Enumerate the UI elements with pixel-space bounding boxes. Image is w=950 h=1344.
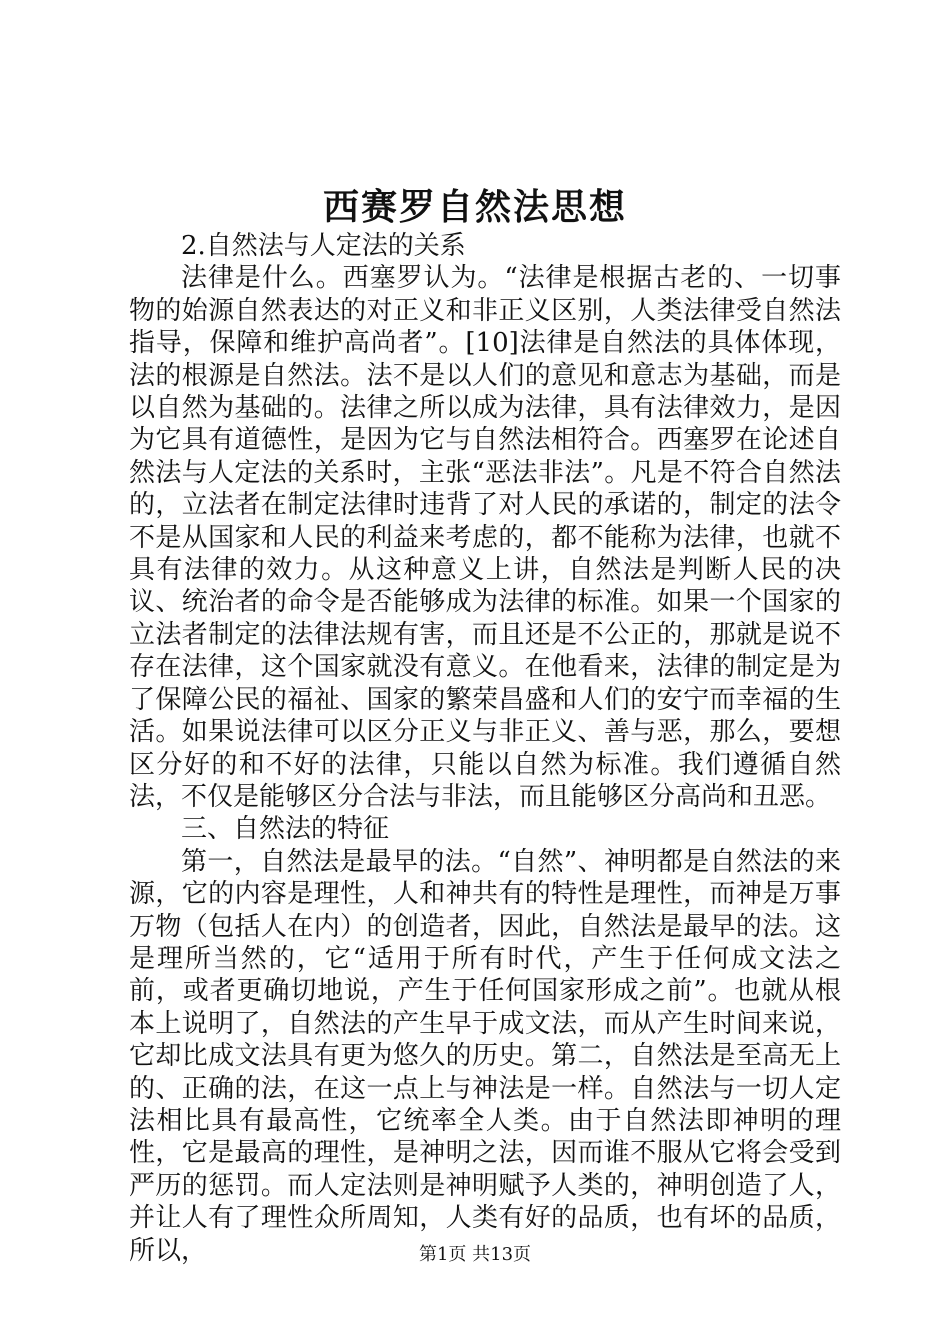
section-heading: 2.自然法与人定法的关系 (181, 231, 466, 261)
body-paragraph: 法律是什么。西塞罗认为。“法律是根据古老的、一切事物的始源自然表达的对正义和非正义区别，人类法律受自然法指导，保障和维护高尚者”。[10]法律是自然法的具体体现，法的根源是自然法。法不是以人们的意见和意志为基础，而是以自然为基础的。法律之所以成为法律，具有法律效力，是因为它具有道德性，是因为它与自然法相符合。西塞罗在论述自然法与人定法的关系时，主张“恶法非法”。凡是不符合自然法的，立法者在制定法律时违背了对人民的承诺的，制定的法令不是从国家和人民的利益来考虑的，都不能称为法律，也就不具有法律的效力。从这种意义上讲，自然法是判断人民的决议、统治者的命令是否能够成为法律的标准。如果一个国家的立法者制定的法律法规有害，而且还是不公正的，那就是说不存在法律，这个国家就没有意义。在他看来，法律的制定是为了保障公民的福祉、国家的繁荣昌盛和人们的安宁而幸福的生活。如果说法律可以区分正义与非正义、善与恶，那么，要想区分好的和不好的法律，只能以自然为标准。我们遵循自然法，不仅是能够区分合法与非法，而且能够区分高尚和丑恶。 (129, 263, 841, 812)
document-body (129, 230, 841, 1267)
body-paragraph: 第一，自然法是最早的法。“自然”、神明都是自然法的来源，它的内容是理性，人和神共有的特性是理性，而神是万事万物（包括人在内）的创造者，因此，自然法是最早的法。这是理所当然的，它“适用于所有时代，产生于任何成文法之前，或者更确切地说，产生于任何国家形成之前”。也就从根本上说明了，自然法的产生早于成文法，而从产生时间来说，它却比成文法具有更为悠久的历史。第二，自然法是至高无上的、正确的法，在这一点上与神法是一样。自然法与一切人定法相比具有最高性，它统率全人类。由于自然法即神明的理性，它是最高的理性，是神明之法，因而谁不服从它将会受到严历的惩罚。而人定法则是神明赋予人类的，神明创造了人，并让人有了理性众所周知，人类有好的品质，也有坏的品质，所以， (129, 846, 841, 1266)
document-title: 西赛罗自然法思想 (322, 186, 627, 228)
section-heading: 三、自然法的特征 (181, 814, 390, 845)
page-footer: 第1页 共13页 (418, 1244, 532, 1265)
